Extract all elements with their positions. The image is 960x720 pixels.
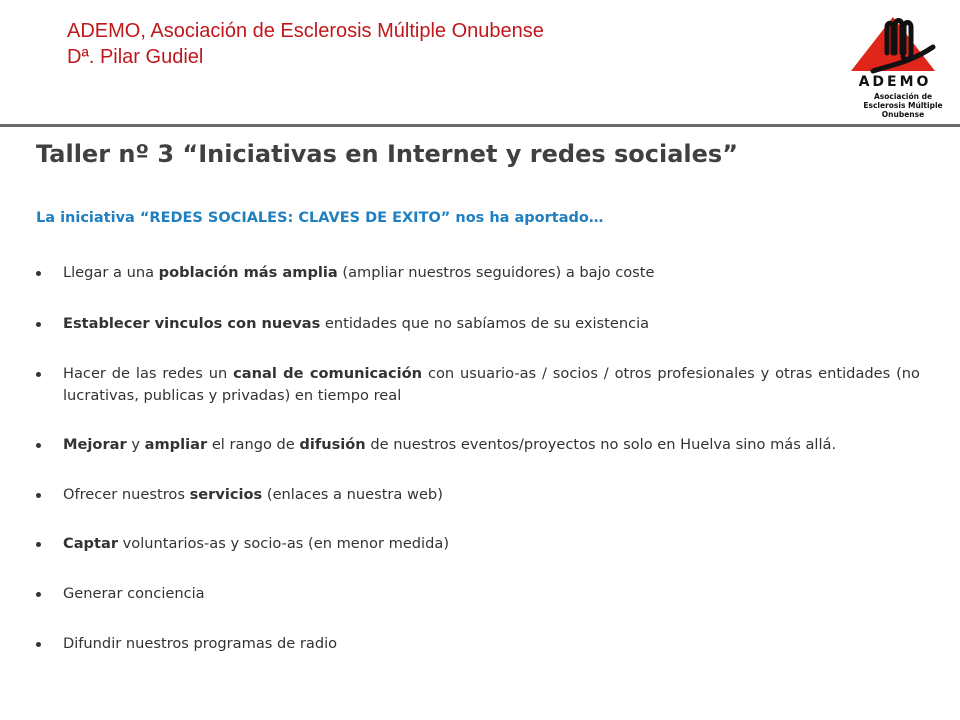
header-divider <box>0 124 960 127</box>
bullet-text: Hacer de las redes un <box>63 365 234 382</box>
bullet-item <box>36 633 920 655</box>
header-line-2: Dª. Pilar Gudiel <box>67 46 204 68</box>
bullet-text: (enlaces a nuestra web) <box>262 486 443 503</box>
bullet-dot-icon <box>36 542 41 547</box>
bullet-bold-text: Mejorar <box>63 436 127 453</box>
logo-caption-1: Asociación de <box>873 92 933 101</box>
bullet-text: con usuario-as / socios / otros profesionales y otras entidades (no lucrativas, publicas y privadas) en tiempo real <box>63 365 920 404</box>
bullet-item <box>36 583 920 605</box>
ademo-logo-icon <box>843 13 948 125</box>
header-line-1: ADEMO, Asociación de Esclerosis Múltiple Onubense <box>67 20 544 42</box>
logo-caption-3: Onubense <box>881 110 925 119</box>
bullet-bold-text: servicios <box>189 486 263 503</box>
bullet-dot-icon <box>36 493 41 498</box>
logo-caption-2: Esclerosis Múltiple <box>863 101 943 110</box>
bullet-text: Ofrecer nuestros <box>63 486 190 503</box>
bullet-bold-text: difusión <box>299 436 366 453</box>
bullet-text: entidades que no sabíamos de su existencia <box>320 315 650 332</box>
bullet-text: y <box>126 436 145 453</box>
bullet-item <box>36 262 920 284</box>
bullet-dot-icon <box>36 322 41 327</box>
bullet-bold-text: ampliar <box>144 436 208 453</box>
bullet-dot-icon <box>36 271 41 276</box>
bullet-dot-icon <box>36 592 41 597</box>
bullet-text: (ampliar nuestros seguidores) a bajo coste <box>337 264 655 281</box>
bullet-bold-text: canal de comunicación <box>233 365 423 382</box>
bullet-list <box>36 262 920 683</box>
bullet-text: Generar conciencia <box>63 585 205 602</box>
bullet-text: Difundir nuestros programas de radio <box>63 635 338 652</box>
bullet-bold-text: Establecer vinculos con nuevas <box>63 315 321 332</box>
bullet-dot-icon <box>36 372 41 377</box>
bullet-text: el rango de <box>207 436 300 453</box>
slide-subtitle: La iniciativa “REDES SOCIALES: CLAVES DE EXITO” nos ha aportado… <box>36 210 604 226</box>
bullet-item <box>36 484 920 506</box>
bullet-bold-text: Captar <box>63 535 119 552</box>
bullet-text: Llegar a una <box>63 264 159 281</box>
ademo-logo <box>843 13 948 125</box>
bullet-item <box>36 313 920 335</box>
bullet-dot-icon <box>36 443 41 448</box>
logo-name: ADEMO <box>858 74 932 90</box>
bullet-item <box>36 363 920 407</box>
bullet-text: voluntarios-as y socio-as (en menor medida) <box>118 535 450 552</box>
bullet-bold-text: población más amplia <box>158 264 338 281</box>
slide-title: Taller nº 3 “Iniciativas en Internet y redes sociales” <box>36 140 738 168</box>
bullet-item <box>36 434 920 456</box>
bullet-item <box>36 533 920 555</box>
bullet-text: de nuestros eventos/proyectos no solo en Huelva sino más allá. <box>365 436 837 453</box>
bullet-dot-icon <box>36 642 41 647</box>
